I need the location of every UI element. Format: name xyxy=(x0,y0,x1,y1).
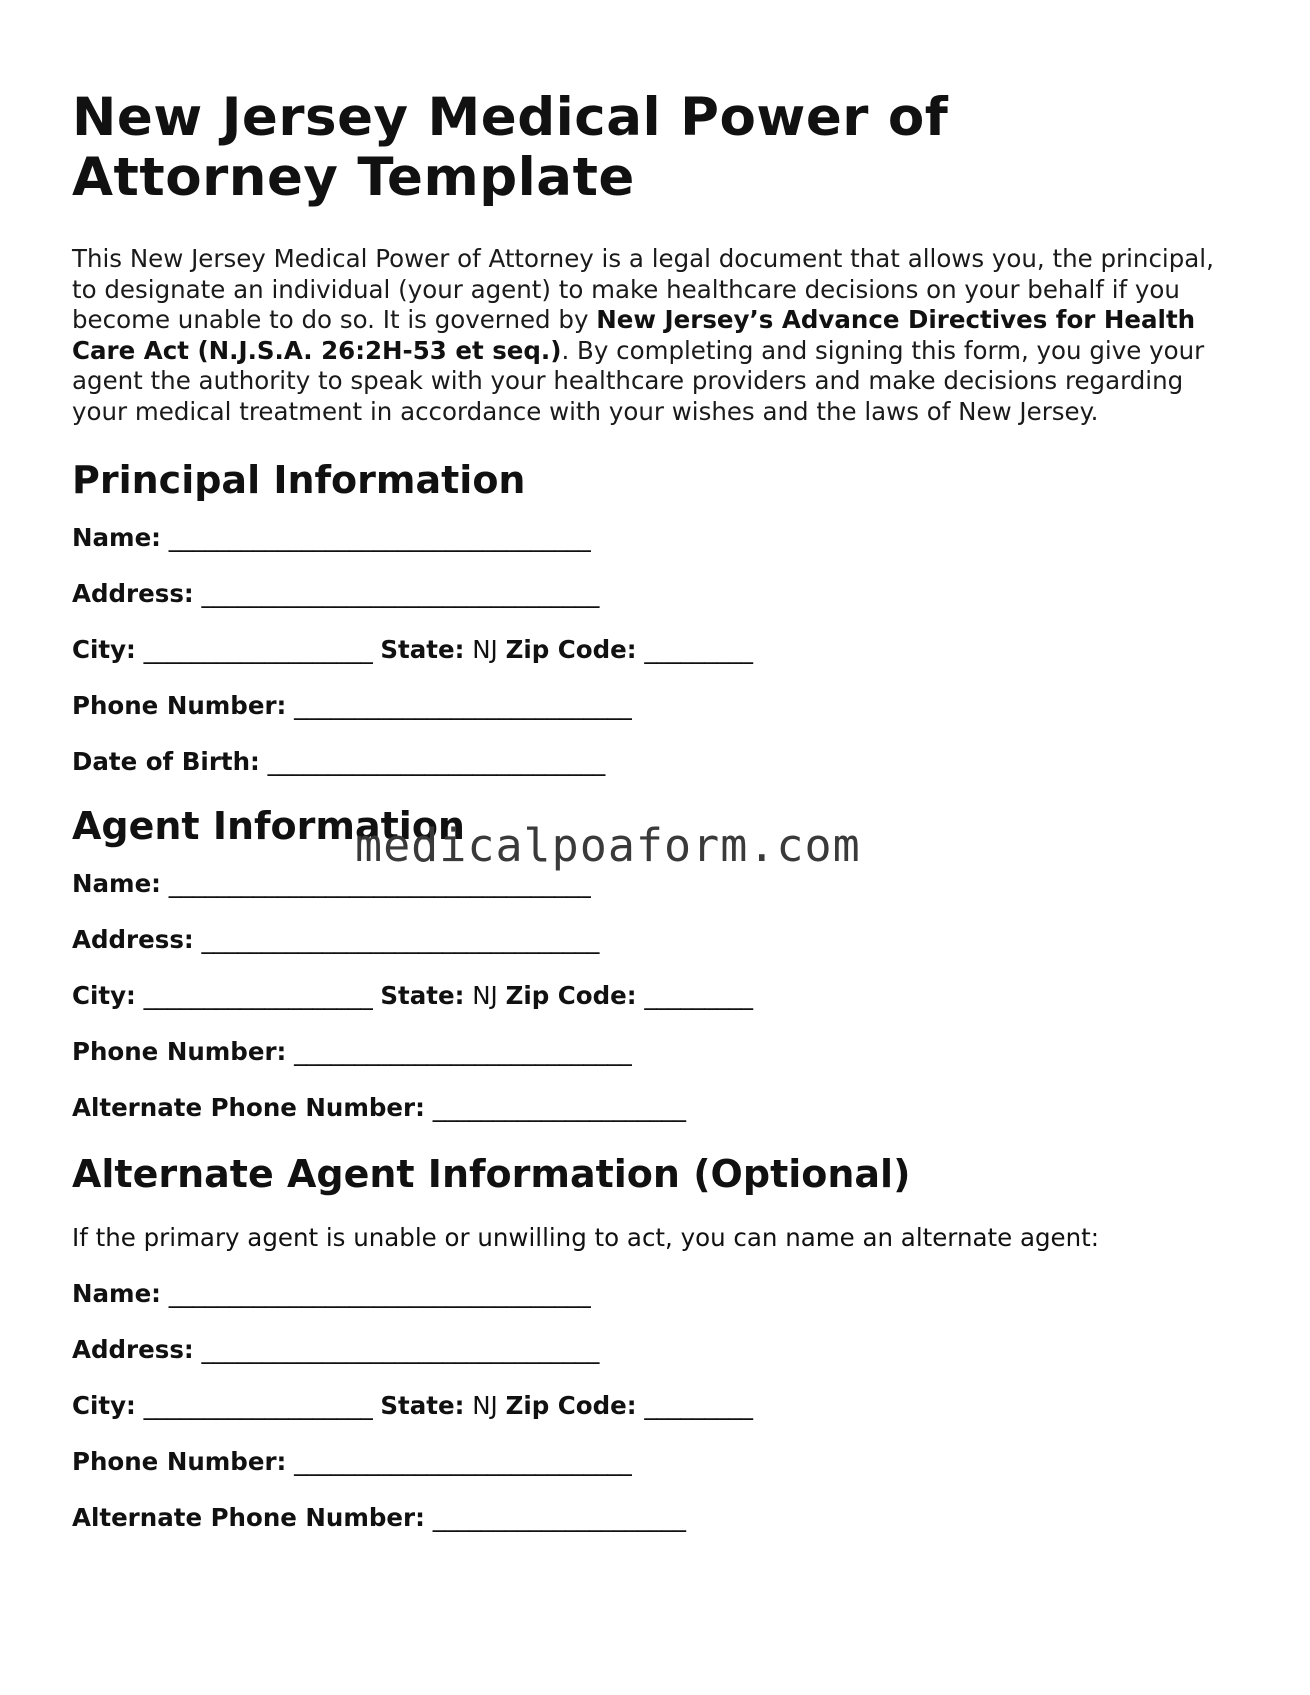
principal-phone-row xyxy=(72,691,1232,721)
principal-fields xyxy=(72,523,1232,777)
alternate-alt-phone-field[interactable]: _____________________ xyxy=(432,1503,686,1532)
alternate-address-row xyxy=(72,1335,1232,1365)
principal-state-value: NJ xyxy=(472,635,498,664)
alternate-name-label: Name: xyxy=(72,1279,161,1308)
principal-name-field[interactable]: ___________________________________ xyxy=(168,523,591,552)
agent-name-row xyxy=(72,869,1232,899)
agent-address-row xyxy=(72,925,1232,955)
principal-name-label: Name: xyxy=(72,523,161,552)
agent-city-row xyxy=(72,981,1232,1011)
principal-city-label: City: xyxy=(72,635,136,664)
intro-text-1: This New Jersey Medical Power of Attorney is a legal document that allows you, the principal, to designate an individual (your agent) to make healthcare decisions on your behalf if you become unable to do so. It is governed by xyxy=(72,244,1214,334)
agent-alt-phone-label: Alternate Phone Number: xyxy=(72,1093,425,1122)
principal-city-row xyxy=(72,635,1232,665)
alternate-agent-fields xyxy=(72,1279,1232,1533)
principal-heading: Principal Information xyxy=(72,458,526,502)
alternate-address-label: Address: xyxy=(72,1335,194,1364)
agent-city-field[interactable]: ___________________ xyxy=(143,981,373,1010)
alternate-city-field[interactable]: ___________________ xyxy=(143,1391,373,1420)
agent-name-field[interactable]: ___________________________________ xyxy=(168,869,591,898)
alternate-address-field[interactable]: _________________________________ xyxy=(201,1335,600,1364)
agent-name-label: Name: xyxy=(72,869,161,898)
agent-state-value: NJ xyxy=(472,981,498,1010)
alternate-agent-heading: Alternate Agent Information (Optional) xyxy=(72,1152,911,1196)
agent-address-field[interactable]: _________________________________ xyxy=(201,925,600,954)
alternate-name-field[interactable]: ___________________________________ xyxy=(168,1279,591,1308)
alternate-state-label: State: xyxy=(380,1391,465,1420)
agent-zip-label: Zip Code: xyxy=(505,981,637,1010)
agent-alt-phone-row xyxy=(72,1093,1232,1123)
intro-paragraph xyxy=(72,244,1232,427)
principal-phone-label: Phone Number: xyxy=(72,691,287,720)
alternate-agent-note: If the primary agent is unable or unwilling to act, you can name an alternate agent: xyxy=(72,1223,1099,1252)
principal-address-row xyxy=(72,579,1232,609)
alternate-phone-row xyxy=(72,1447,1232,1477)
principal-dob-label: Date of Birth: xyxy=(72,747,260,776)
alternate-alt-phone-row xyxy=(72,1503,1232,1533)
agent-alt-phone-field[interactable]: _____________________ xyxy=(432,1093,686,1122)
agent-phone-field[interactable]: ____________________________ xyxy=(294,1037,632,1066)
alternate-alt-phone-label: Alternate Phone Number: xyxy=(72,1503,425,1532)
principal-zip-label: Zip Code: xyxy=(505,635,637,664)
principal-name-row xyxy=(72,523,1232,553)
alternate-city-label: City: xyxy=(72,1391,136,1420)
watermark: medicalpoaform.com xyxy=(355,819,861,872)
agent-heading: Agent Information xyxy=(72,804,465,848)
principal-city-field[interactable]: ___________________ xyxy=(143,635,373,664)
agent-phone-row xyxy=(72,1037,1232,1067)
principal-state-label: State: xyxy=(380,635,465,664)
alternate-city-row xyxy=(72,1391,1232,1421)
alternate-name-row xyxy=(72,1279,1232,1309)
alternate-zip-label: Zip Code: xyxy=(505,1391,637,1420)
agent-city-label: City: xyxy=(72,981,136,1010)
agent-phone-label: Phone Number: xyxy=(72,1037,287,1066)
agent-address-label: Address: xyxy=(72,925,194,954)
intro-text-2: . By completing and signing this form, you give your agent the authority to speak with your healthcare providers and make decisions regarding your medical treatment in accordance with your wishes and the laws of New Jersey. xyxy=(72,335,1205,426)
alternate-phone-field[interactable]: ____________________________ xyxy=(294,1447,632,1476)
principal-address-field[interactable]: _________________________________ xyxy=(201,579,600,608)
alternate-zip-field[interactable]: _________ xyxy=(644,1391,753,1420)
page-title: New Jersey Medical Power of Attorney Template xyxy=(72,87,949,208)
principal-phone-field[interactable]: ____________________________ xyxy=(294,691,632,720)
principal-dob-field[interactable]: ____________________________ xyxy=(267,747,606,776)
agent-fields xyxy=(72,869,1232,1123)
principal-dob-row xyxy=(72,747,1232,777)
principal-zip-field[interactable]: _________ xyxy=(644,635,753,664)
agent-zip-field[interactable]: _________ xyxy=(644,981,753,1010)
alternate-phone-label: Phone Number: xyxy=(72,1447,287,1476)
alternate-state-value: NJ xyxy=(472,1391,498,1420)
agent-state-label: State: xyxy=(380,981,465,1010)
principal-address-label: Address: xyxy=(72,579,194,608)
intro-statute: New Jersey’s Advance Directives for Health Care Act (N.J.S.A. 26:2H-53 et seq.) xyxy=(72,305,1196,365)
